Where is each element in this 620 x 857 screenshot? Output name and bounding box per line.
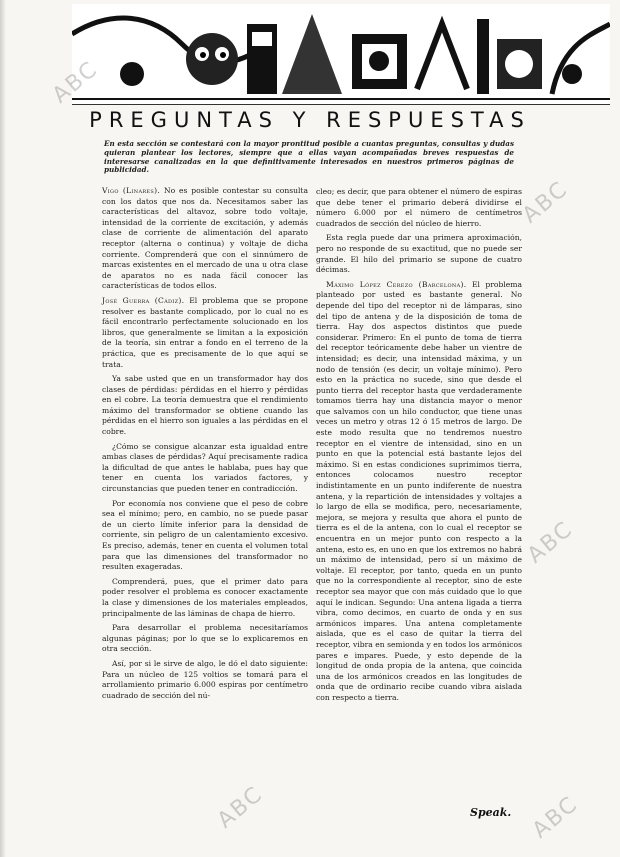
correspondent-name: Vigo (Linares). <box>102 186 161 195</box>
right-column <box>316 187 522 708</box>
answer-paragraph: Comprenderá, pues, que el primer dato para poder resolver el problema es conocer exactamente la clase y dimensiones de los materiales empleados, principalmente de las láminas de chapa de hierro. <box>102 576 308 618</box>
signature: Speak. <box>470 806 512 819</box>
correspondent-name: José Guerra (Cádiz). <box>102 295 185 305</box>
answer-text: El problema que se propone resolver es bastante complicado, por lo cual no es fácil encontrarlo perfectamente solucionado en los libros, que generalmente se limitan a la exposición de la teoría, sin entrar a fondo en el terreno de la práctica, que es precisamente de lo que aquí se trata. <box>102 295 308 369</box>
answer-paragraph <box>102 296 308 370</box>
header-illustration-icon <box>72 4 610 104</box>
answer-paragraph <box>102 186 308 292</box>
watermark: ABC <box>522 516 579 569</box>
answer-paragraph: Ya sabe usted que en un transformador hay dos clases de pérdidas: pérdidas en el hierro y pérdidas en el cobre. La teoría demuestra que el rendimiento máximo del transformador se obtiene cuando las pérdidas en el hierro son iguales a las pérdidas en el cobre. <box>102 374 308 437</box>
answer-text: El problema planteado por usted es bastante general. No depende del tipo del receptor ni de lámparas, sino del tipo de antena y de la disposición de toma de tierra. Hay dos aspectos distintos que puede considerar. Primero: En el punto de toma de tierra del receptor teóricamente debe haber un vientre de intensidad; es decir, una intensidad máxima, y un nodo de tensión (es decir, un voltaje mínimo). Pero esto en la práctica no sucede, sino que desde el punto tierra del receptor hasta que verdaderamente tomamos tierra hay una distancia mayor o menor que salvamos con un hilo conductor, que tiene unas veces un metro y otras 12 ó 15 metros de largo. De este modo resulta que no tendremos nuestro receptor en el vientre de intensidad, sino en un punto en que la potencial está bastante lejos del máximo. Si en estas condiciones suprimimos tierra, entonces colocamos nuestro receptor indistintamente en un punto indiferente de nuestra antena, y la repartición de intensidades y voltajes a lo largo de ella se modifica, pero, necesariamente, mejora, se mejora y resulta que ahora el punto de tierra es el de la antena, con lo cual el receptor se encuentra en un mejor punto con respecto a la antena, esto es, en uno en que los extremos no habrá un máximo de intensidad, pero sí un máximo de voltaje. El receptor, por tanto, queda en un punto que no la correspondiente al receptor, sino de este receptor sea mayor que con más cuidado que lo que aquí le indican. Segundo: Una antena ligada a tierra vibra, como decimos, en cuarto de onda y en sus armónicos impares. Una antena completamente aislada, que es el caso de quitar la tierra del receptor, vibra en semionda y en todos los armónicos pares e impares. Puede, y esto depende de la longitud de onda propia de la antena, que coincida una de los armónicos creados en las longitudes de onda que de ordinario recibe cuando vibra aislada con respecto a tierra. <box>316 279 522 702</box>
answer-paragraph <box>316 280 522 704</box>
answer-paragraph: ¿Cómo se consigue alcanzar esta igualdad entre ambas clases de pérdidas? Aquí precisamente radica la dificultad de que antes le hablaba, pues hay que tener en cuenta los variados factores, y circunstancias que pueden tener en contradicción. <box>102 441 308 494</box>
watermark: ABC <box>212 781 269 834</box>
correspondent-name: Máximo López Cerezo (Barcelona). <box>326 279 467 289</box>
watermark: ABC <box>517 176 574 229</box>
answer-paragraph: Para desarrollar el problema necesitaríamos algunas páginas; por lo que se lo explicaremos en otra sección. <box>102 623 308 654</box>
intro-note: En esta sección se contestará con la mayor prontitud posible a cuantas preguntas, consultas y dudas quieran plantear los lectores, siempre que a ellas vayan acompañadas breves respuestas de interesarse canalizadas en la que definitivamente interesados en nuestros primeros páginas de publicidad. <box>104 139 514 175</box>
header-illustration <box>72 4 610 105</box>
answer-paragraph: Por economía nos conviene que el peso de cobre sea el mínimo; pero, en cambio, no se puede pasar de un cierto límite inferior para la densidad de corriente, sin peligro de un calentamiento excesivo. Es preciso, además, tener en cuenta el volumen total para que las dimensiones del transformador no resulten exageradas. <box>102 498 308 572</box>
answer-paragraph: Así, por si le sirve de algo, le dó el dato siguiente: Para un núcleo de 125 voltios se tomará para el arrollamiento primario 6.000 espiras por centímetro cuadrado de sección del nú- <box>102 658 308 700</box>
page-title: PREGUNTAS Y RESPUESTAS <box>89 108 531 132</box>
answer-paragraph: cleo; es decir, que para obtener el número de espiras que debe tener el primario deberá dividirse el número 6.000 por el número de centímetros cuadrados de sección del núcleo de hierro. <box>316 187 522 228</box>
answer-paragraph: Esta regla puede dar una primera aproximación, pero no responde de su exactitud, que no puede ser grande. El hilo del primario se supone de cuatro décimas. <box>316 233 522 275</box>
watermark: ABC <box>47 56 104 109</box>
left-column <box>102 186 308 705</box>
watermark: ABC <box>527 791 584 844</box>
answer-text: No es posible contestar su consulta con los datos que nos da. Necesitamos saber las características del altavoz, sobre todo voltaje, intensidad de la corriente de excitación, y además clase de corriente de alimentación del aparato receptor (alterna o continua) y voltaje de dicha corriente. Comprenderá que con el sinnúmero de marcas existentes en el mercado de una u otra clase de aparatos no es nada fácil conocer las características de todos ellos. <box>102 186 309 291</box>
